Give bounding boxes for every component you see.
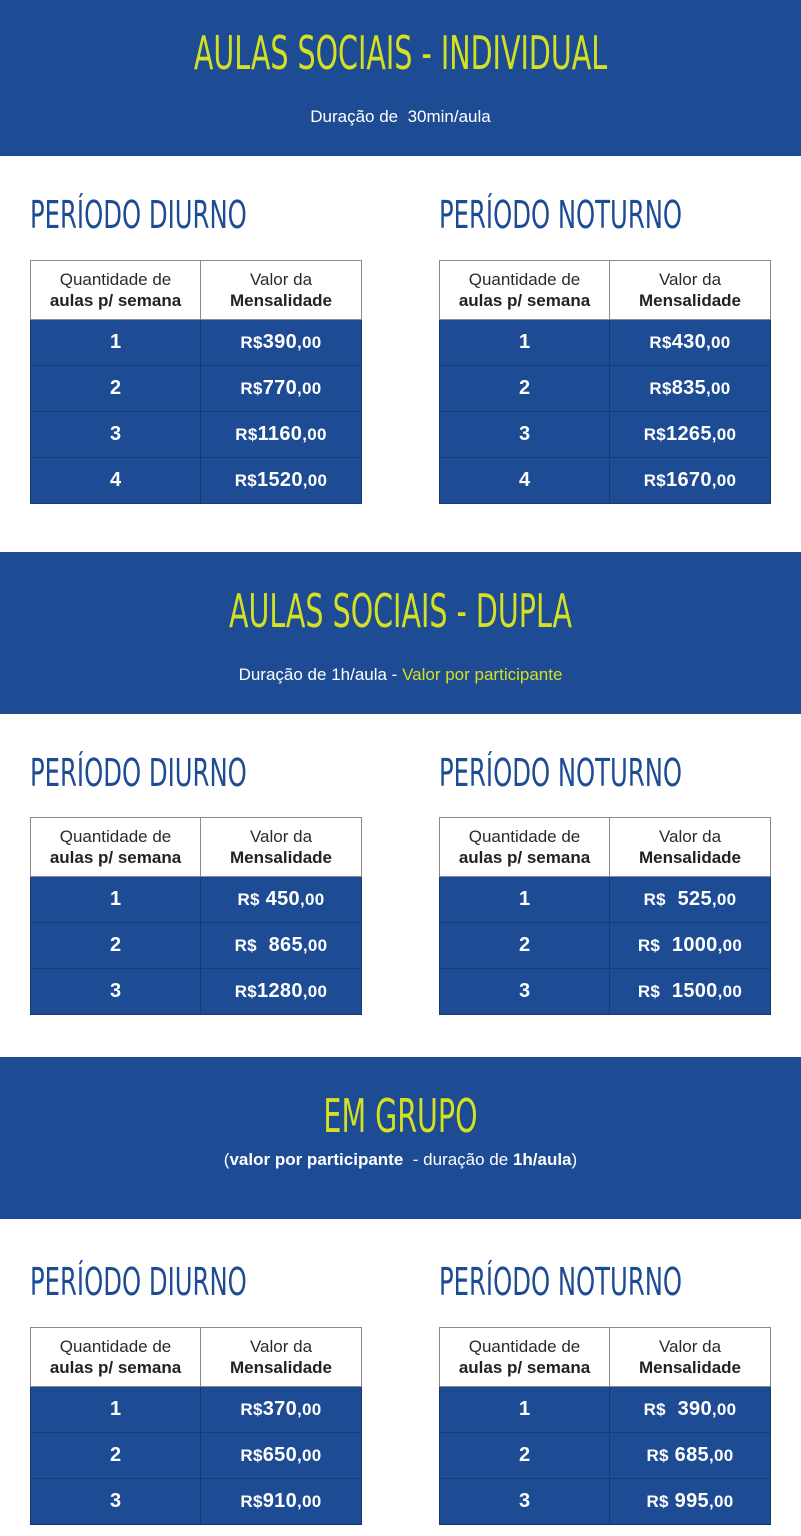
price-amount: 1160 xyxy=(257,423,303,445)
banner-subtitle-highlight: Valor por participante xyxy=(402,665,563,684)
banner-title: AULAS SOCIAIS - DUPLA xyxy=(228,584,573,638)
price-cents: ,00 xyxy=(717,936,743,955)
price-cents: ,00 xyxy=(302,425,327,444)
table-row xyxy=(31,412,362,458)
price-cents: ,00 xyxy=(708,1446,734,1465)
quantity-cell: 2 xyxy=(31,1433,201,1479)
price-amount: 1520 xyxy=(257,469,303,491)
price-table-individual-noturno xyxy=(439,260,771,504)
quantity-cell: 1 xyxy=(440,320,610,366)
price-amount: 995 xyxy=(668,1490,709,1512)
header-quantity-line2: aulas p/ semana xyxy=(49,291,182,310)
price-cell xyxy=(610,458,771,504)
quantity-cell: 4 xyxy=(440,458,610,504)
quantity-cell: 4 xyxy=(31,458,201,504)
price-cell xyxy=(201,1479,362,1525)
currency-symbol: R$ xyxy=(234,982,258,1001)
price-cents: ,00 xyxy=(297,333,322,352)
section-heading-noturno: PERÍODO NOTURNO xyxy=(439,1260,683,1304)
quantity-cell: 1 xyxy=(31,320,201,366)
price-cell xyxy=(610,1387,771,1433)
header-quantity-line1: Quantidade de xyxy=(468,1337,581,1356)
table-row xyxy=(31,1433,362,1479)
currency-symbol: R$ xyxy=(649,379,672,398)
header-value xyxy=(201,1328,362,1387)
table-row xyxy=(31,877,362,923)
section-heading-diurno: PERÍODO DIURNO xyxy=(30,193,247,237)
price-cell xyxy=(201,969,362,1015)
banner-subtitle: Duração de 30min/aula xyxy=(310,107,491,126)
table-row xyxy=(31,320,362,366)
price-cell xyxy=(610,1479,771,1525)
header-quantity-line2: aulas p/ semana xyxy=(458,848,591,867)
section-heading-diurno: PERÍODO DIURNO xyxy=(30,751,247,795)
quantity-cell: 1 xyxy=(440,1387,610,1433)
currency-symbol: R$ xyxy=(649,333,672,352)
quantity-cell: 1 xyxy=(440,877,610,923)
table-header-row xyxy=(440,818,771,877)
banner-dupla xyxy=(0,552,801,714)
table-row xyxy=(31,458,362,504)
price-amount: 390 xyxy=(665,1398,712,1420)
header-quantity xyxy=(440,818,610,877)
banner-subtitle-duration-label: - duração de xyxy=(403,1150,513,1169)
table-row xyxy=(440,1479,771,1525)
table-row xyxy=(31,366,362,412)
quantity-cell: 3 xyxy=(440,969,610,1015)
banner-subtitle-duration: Duração de 1h/aula - xyxy=(238,665,403,684)
banner-subtitle-duration: 1h/aula xyxy=(512,1150,572,1169)
currency-symbol: R$ xyxy=(240,1492,263,1511)
price-amount: 390 xyxy=(262,331,298,353)
currency-symbol: R$ xyxy=(237,890,260,909)
price-cell xyxy=(201,320,362,366)
price-amount: 1500 xyxy=(660,980,718,1002)
table-row xyxy=(31,1479,362,1525)
table-header-row xyxy=(440,1328,771,1387)
price-cents: ,00 xyxy=(711,425,737,444)
section-heading-noturno: PERÍODO NOTURNO xyxy=(439,751,683,795)
table-row xyxy=(440,366,771,412)
banner-individual xyxy=(0,0,801,156)
price-amount: 910 xyxy=(262,1490,298,1512)
price-cents: ,00 xyxy=(711,1400,737,1419)
price-amount: 865 xyxy=(256,934,303,956)
table-row xyxy=(440,877,771,923)
header-quantity-line1: Quantidade de xyxy=(468,270,581,289)
currency-symbol: R$ xyxy=(646,1492,669,1511)
banner-subtitle xyxy=(0,1151,801,1168)
currency-symbol: R$ xyxy=(643,890,666,909)
quantity-cell: 1 xyxy=(31,877,201,923)
quantity-cell: 3 xyxy=(31,412,201,458)
header-value-line2: Mensalidade xyxy=(638,291,742,310)
header-quantity-line2: aulas p/ semana xyxy=(49,1358,182,1377)
currency-symbol: R$ xyxy=(643,1400,666,1419)
price-amount: 370 xyxy=(262,1398,298,1420)
header-value xyxy=(201,261,362,320)
header-quantity-line1: Quantidade de xyxy=(59,270,172,289)
price-table-grupo-noturno xyxy=(439,1327,771,1525)
header-value-line1: Valor da xyxy=(249,827,313,846)
price-cents: ,00 xyxy=(302,982,328,1001)
table-row xyxy=(440,1387,771,1433)
price-cents: ,00 xyxy=(708,1492,734,1511)
price-cell xyxy=(610,923,771,969)
table-row xyxy=(31,1387,362,1433)
header-quantity xyxy=(440,261,610,320)
price-cents: ,00 xyxy=(706,379,731,398)
quantity-cell: 2 xyxy=(31,366,201,412)
price-table-dupla-diurno xyxy=(30,817,362,1015)
currency-symbol: R$ xyxy=(637,982,661,1001)
header-value-line2: Mensalidade xyxy=(229,1358,333,1377)
table-row xyxy=(440,1433,771,1479)
header-quantity-line2: aulas p/ semana xyxy=(458,291,591,310)
quantity-cell: 3 xyxy=(440,1479,610,1525)
table-header-row xyxy=(31,818,362,877)
header-value-line1: Valor da xyxy=(249,270,313,289)
currency-symbol: R$ xyxy=(235,425,258,444)
price-cell xyxy=(201,458,362,504)
banner-grupo xyxy=(0,1057,801,1219)
price-table-individual-diurno xyxy=(30,260,362,504)
currency-symbol: R$ xyxy=(234,471,258,490)
currency-symbol: R$ xyxy=(643,471,667,490)
table-header-row xyxy=(440,261,771,320)
header-quantity-line2: aulas p/ semana xyxy=(458,1358,591,1377)
paren-close: ) xyxy=(571,1150,578,1169)
currency-symbol: R$ xyxy=(643,425,667,444)
price-amount: 1670 xyxy=(666,469,712,491)
currency-symbol: R$ xyxy=(637,936,661,955)
price-cents: ,00 xyxy=(297,1492,322,1511)
table-header-row xyxy=(31,1328,362,1387)
currency-symbol: R$ xyxy=(240,1446,263,1465)
price-amount: 770 xyxy=(262,377,298,399)
header-value-line1: Valor da xyxy=(658,1337,722,1356)
price-cell xyxy=(201,877,362,923)
price-table-dupla-noturno xyxy=(439,817,771,1015)
header-value xyxy=(201,818,362,877)
header-value xyxy=(610,261,771,320)
price-cell xyxy=(201,1433,362,1479)
table-row xyxy=(31,969,362,1015)
quantity-cell: 2 xyxy=(440,1433,610,1479)
header-value-line1: Valor da xyxy=(658,827,722,846)
table-header-row xyxy=(31,261,362,320)
price-cell xyxy=(610,366,771,412)
price-amount: 685 xyxy=(668,1444,709,1466)
header-value xyxy=(610,818,771,877)
header-value-line2: Mensalidade xyxy=(229,848,333,867)
paren-open: ( xyxy=(223,1150,230,1169)
price-amount: 450 xyxy=(259,888,300,910)
price-cents: ,00 xyxy=(711,890,737,909)
price-amount: 1000 xyxy=(660,934,718,956)
header-quantity xyxy=(31,1328,201,1387)
table-row xyxy=(440,320,771,366)
price-amount: 430 xyxy=(671,331,707,353)
price-cell xyxy=(610,412,771,458)
price-amount: 525 xyxy=(665,888,712,910)
quantity-cell: 3 xyxy=(31,1479,201,1525)
quantity-cell: 2 xyxy=(440,366,610,412)
price-cents: ,00 xyxy=(299,890,325,909)
table-row xyxy=(440,923,771,969)
currency-symbol: R$ xyxy=(240,333,263,352)
price-cell xyxy=(610,969,771,1015)
price-amount: 1280 xyxy=(257,980,303,1002)
price-cell xyxy=(610,1433,771,1479)
price-cents: ,00 xyxy=(297,1446,322,1465)
header-value xyxy=(610,1328,771,1387)
price-cents: ,00 xyxy=(297,379,322,398)
quantity-cell: 3 xyxy=(31,969,201,1015)
price-cell xyxy=(610,320,771,366)
price-cell xyxy=(201,412,362,458)
price-cell xyxy=(610,877,771,923)
header-quantity xyxy=(31,261,201,320)
price-amount: 650 xyxy=(262,1444,298,1466)
currency-symbol: R$ xyxy=(240,379,263,398)
price-cents: ,00 xyxy=(717,982,743,1001)
header-value-line2: Mensalidade xyxy=(638,1358,742,1377)
banner-subtitle xyxy=(0,666,801,683)
price-table-grupo-diurno xyxy=(30,1327,362,1525)
banner-subtitle-per-participant: valor por participante xyxy=(229,1150,404,1169)
price-cell xyxy=(201,1387,362,1433)
quantity-cell: 3 xyxy=(440,412,610,458)
currency-symbol: R$ xyxy=(240,1400,263,1419)
price-amount: 835 xyxy=(671,377,707,399)
table-row xyxy=(440,458,771,504)
header-value-line1: Valor da xyxy=(249,1337,313,1356)
header-quantity-line2: aulas p/ semana xyxy=(49,848,182,867)
price-cents: ,00 xyxy=(706,333,731,352)
header-quantity-line1: Quantidade de xyxy=(59,827,172,846)
header-quantity-line1: Quantidade de xyxy=(468,827,581,846)
table-row xyxy=(440,969,771,1015)
header-value-line2: Mensalidade xyxy=(229,291,333,310)
header-value-line1: Valor da xyxy=(658,270,722,289)
currency-symbol: R$ xyxy=(234,936,257,955)
header-quantity xyxy=(31,818,201,877)
currency-symbol: R$ xyxy=(646,1446,669,1465)
banner-title: EM GRUPO xyxy=(323,1089,478,1143)
price-cell xyxy=(201,366,362,412)
table-row xyxy=(31,923,362,969)
price-cents: ,00 xyxy=(297,1400,322,1419)
header-quantity xyxy=(440,1328,610,1387)
price-cents: ,00 xyxy=(711,471,737,490)
price-cents: ,00 xyxy=(302,471,328,490)
section-heading-noturno: PERÍODO NOTURNO xyxy=(439,193,683,237)
quantity-cell: 2 xyxy=(31,923,201,969)
price-cell xyxy=(201,923,362,969)
banner-title: AULAS SOCIAIS - INDIVIDUAL xyxy=(193,26,608,80)
header-value-line2: Mensalidade xyxy=(638,848,742,867)
price-cents: ,00 xyxy=(302,936,328,955)
section-heading-diurno: PERÍODO DIURNO xyxy=(30,1260,247,1304)
table-row xyxy=(440,412,771,458)
price-amount: 1265 xyxy=(666,423,712,445)
header-quantity-line1: Quantidade de xyxy=(59,1337,172,1356)
quantity-cell: 2 xyxy=(440,923,610,969)
quantity-cell: 1 xyxy=(31,1387,201,1433)
